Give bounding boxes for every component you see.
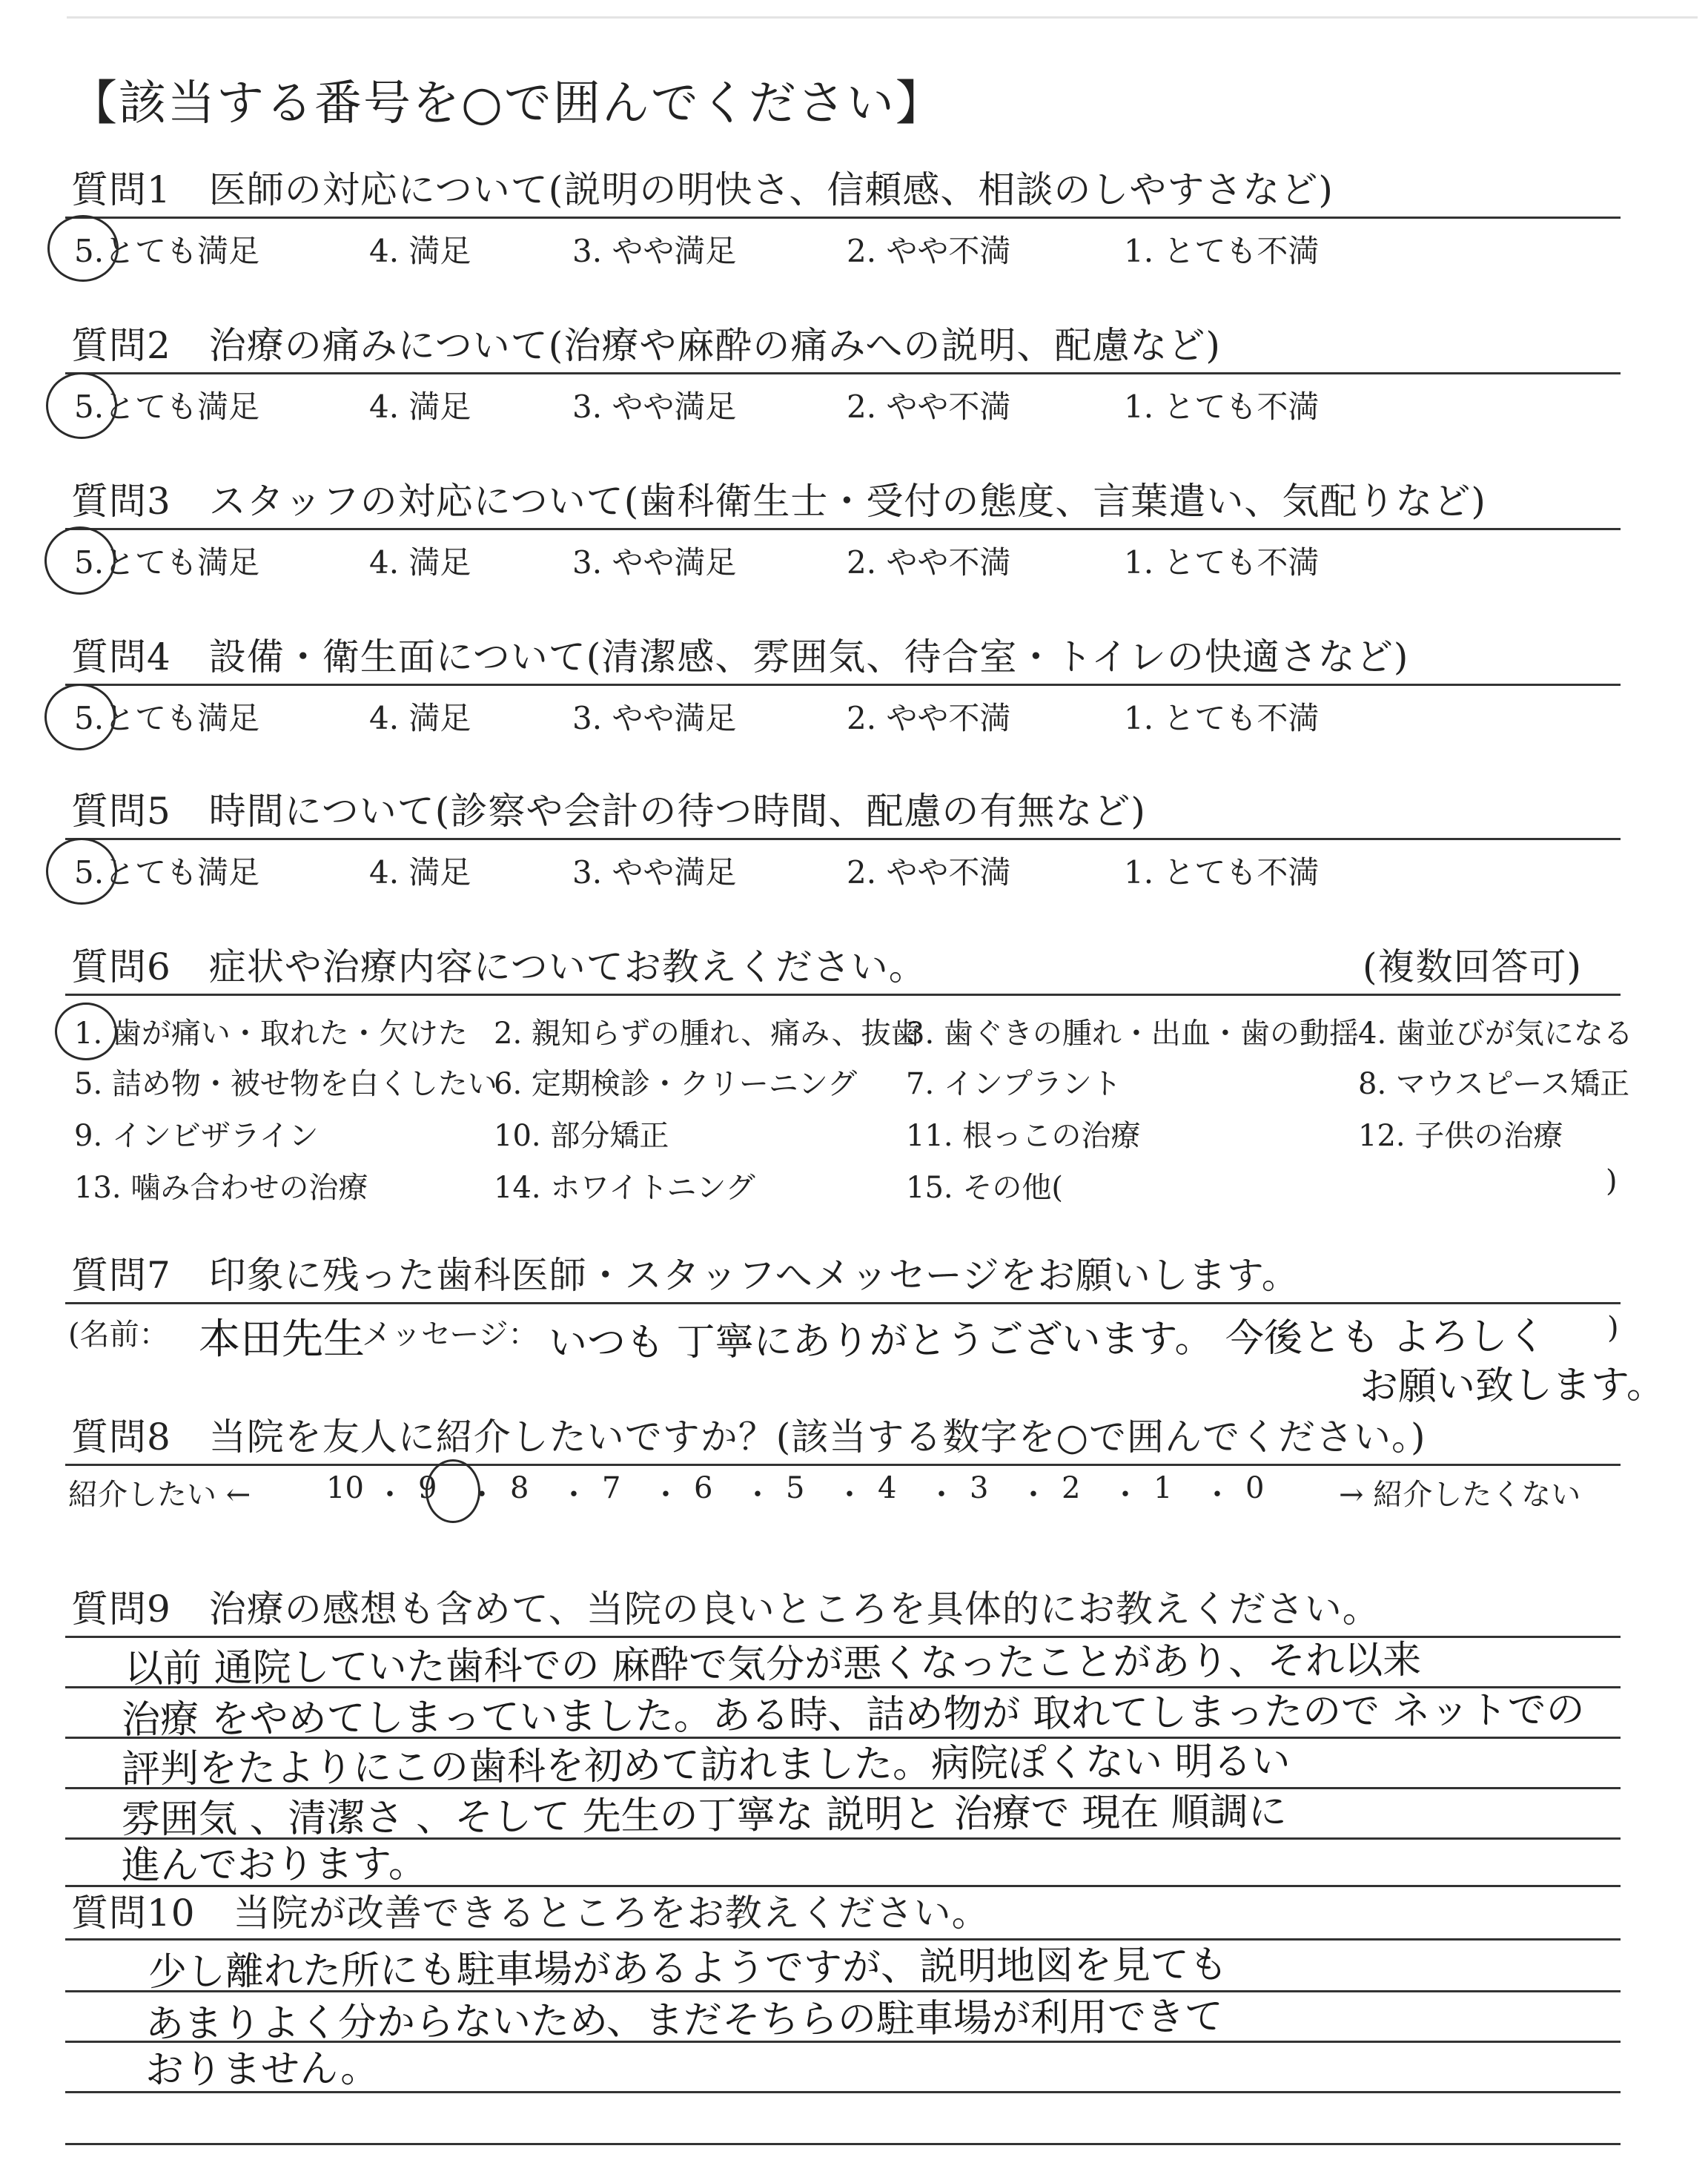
selection-circle xyxy=(426,1459,480,1523)
symptom-option-12[interactable]: 12. 子供の治療 xyxy=(1358,1119,1563,1153)
top-border xyxy=(67,16,1698,19)
scale-separator: ・ xyxy=(651,1478,681,1512)
answer-line: おりません。 xyxy=(145,2046,380,2093)
scale-separator: ・ xyxy=(1019,1478,1048,1512)
option-3[interactable]: 3. やや満足 xyxy=(572,700,737,736)
scale-value-5[interactable]: 5 xyxy=(786,1471,805,1505)
message-line-1[interactable]: いつも 丁寧にありがとうございます。 今後とも よろしく xyxy=(548,1314,1546,1366)
question-2: 質問2 治療の痛みについて(治療や麻酔の痛みへの説明、配慮など) xyxy=(71,324,1221,367)
symptom-option-2[interactable]: 2. 親知らずの腫れ、痛み、抜歯 xyxy=(494,1017,921,1051)
scale-separator: ・ xyxy=(927,1478,956,1512)
option-1[interactable]: 1. とても不満 xyxy=(1124,233,1320,269)
selection-circle xyxy=(46,372,117,439)
symptom-option-13[interactable]: 13. 噛み合わせの治療 xyxy=(74,1171,368,1205)
scale-value-1[interactable]: 1 xyxy=(1153,1471,1173,1505)
option-3[interactable]: 3. やや満足 xyxy=(572,233,737,269)
scale-separator: ・ xyxy=(743,1478,772,1512)
rule-q4 xyxy=(65,684,1621,686)
option-5[interactable]: 5.とても満足 xyxy=(74,700,260,736)
option-4[interactable]: 4. 満足 xyxy=(369,700,471,736)
symptom-option-8[interactable]: 8. マウスピース矯正 xyxy=(1358,1067,1630,1101)
symptom-option-9[interactable]: 9. インビザライン xyxy=(74,1119,319,1153)
message-label: メッセージ： xyxy=(362,1318,538,1352)
option-4[interactable]: 4. 満足 xyxy=(369,854,471,891)
option-2[interactable]: 2. やや不満 xyxy=(847,233,1011,269)
question-6: 質問6 症状や治療内容についてお教えください。 xyxy=(71,945,927,988)
rule-q10-4 xyxy=(65,2143,1621,2145)
question-9: 質問9 治療の感想も含めて、当院の良いところを具体的にお教えください。 xyxy=(71,1588,1380,1631)
selection-circle xyxy=(44,526,116,595)
rule-q2 xyxy=(65,372,1621,374)
question-8: 質問8 当院を友人に紹介したいですか？(該当する数字を○で囲んでください。) xyxy=(71,1416,1426,1459)
scale-value-0[interactable]: 0 xyxy=(1245,1471,1265,1505)
scale-value-10[interactable]: 10 xyxy=(326,1471,364,1505)
option-4[interactable]: 4. 満足 xyxy=(369,389,471,425)
question-1: 質問1 医師の対応について(説明の明快さ、信頼感、相談のしやすさなど) xyxy=(71,168,1334,211)
rule-q7 xyxy=(65,1302,1621,1304)
selection-circle xyxy=(46,838,117,905)
symptom-option-4[interactable]: 4. 歯並びが気になる xyxy=(1358,1017,1633,1051)
question-7: 質問7 印象に残った歯科医師・スタッフへメッセージをお願いします。 xyxy=(71,1254,1300,1297)
option-3[interactable]: 3. やや満足 xyxy=(572,544,737,581)
selection-circle xyxy=(55,1003,117,1060)
option-4[interactable]: 4. 満足 xyxy=(369,544,471,581)
symptom-option-6[interactable]: 6. 定期検診・クリーニング xyxy=(494,1067,858,1101)
message-line-2[interactable]: お願い致します。 xyxy=(1359,1362,1666,1410)
option-3[interactable]: 3. やや満足 xyxy=(572,389,737,425)
multiple-answer-note: (複数回答可) xyxy=(1363,945,1583,988)
message-close-paren: ) xyxy=(1607,1311,1619,1345)
recommend-left-label: 紹介したい ← xyxy=(68,1478,251,1512)
answer-line: 評判をたよりにこの歯科を初めて訪れました。病院ぽくない 明るい xyxy=(121,1739,1291,1792)
option-2[interactable]: 2. やや不満 xyxy=(847,854,1011,891)
recommend-right-label: → 紹介したくない xyxy=(1339,1478,1581,1512)
selection-circle xyxy=(47,215,119,282)
symptom-option-5[interactable]: 5. 詰め物・被せ物を白くしたい xyxy=(74,1067,497,1101)
answer-line: 治療 をやめてしまっていました。ある時、詰め物が 取れてしまったので ネットでの xyxy=(121,1688,1585,1743)
answer-line: 雰囲気 、清潔さ 、そして 先生の丁寧な 説明と 治療で 現在 順調に xyxy=(121,1789,1287,1843)
question-5: 質問5 時間について(診察や会計の待つ時間、配慮の有無など) xyxy=(71,790,1146,833)
symptom-option-3[interactable]: 3. 歯ぐきの腫れ・出血・歯の動揺 xyxy=(906,1017,1359,1051)
rule-q1 xyxy=(65,217,1621,219)
symptom-option-14[interactable]: 14. ホワイトニング xyxy=(494,1171,755,1205)
scale-value-3[interactable]: 3 xyxy=(970,1471,989,1505)
symptom-option-15[interactable]: 15. その他( xyxy=(906,1171,1063,1205)
rule-q3 xyxy=(65,528,1621,530)
scale-separator: ・ xyxy=(1202,1478,1232,1512)
other-close-paren: ) xyxy=(1606,1164,1618,1198)
page-heading: 【該当する番号を○で囲んでください】 xyxy=(70,76,944,131)
name-label: (名前： xyxy=(68,1318,169,1352)
question-3: 質問3 スタッフの対応について(歯科衛生士・受付の態度、言葉遣い、気配りなど) xyxy=(71,480,1486,523)
rule-q8 xyxy=(65,1464,1621,1466)
scale-value-2[interactable]: 2 xyxy=(1062,1471,1081,1505)
rule-q5 xyxy=(65,838,1621,840)
selection-circle xyxy=(44,684,116,750)
option-1[interactable]: 1. とても不満 xyxy=(1124,544,1320,581)
scale-value-7[interactable]: 7 xyxy=(602,1471,621,1505)
scale-value-8[interactable]: 8 xyxy=(510,1471,529,1505)
symptom-option-10[interactable]: 10. 部分矯正 xyxy=(494,1119,669,1153)
answer-line: 以前 通院していた歯科での 麻酔で気分が悪くなったことがあり、それ以来 xyxy=(124,1637,1422,1692)
question-4: 質問4 設備・衛生面について(清潔感、雰囲気、待合室・トイレの快適さなど) xyxy=(71,635,1409,678)
option-1[interactable]: 1. とても不満 xyxy=(1124,700,1320,736)
option-2[interactable]: 2. やや不満 xyxy=(847,700,1011,736)
scale-separator: ・ xyxy=(835,1478,864,1512)
option-2[interactable]: 2. やや不満 xyxy=(847,389,1011,425)
rule-q6 xyxy=(65,994,1621,996)
option-1[interactable]: 1. とても不満 xyxy=(1124,854,1320,891)
scale-value-6[interactable]: 6 xyxy=(694,1471,713,1505)
option-5[interactable]: 5.とても満足 xyxy=(74,389,260,425)
scale-separator: ・ xyxy=(1110,1478,1140,1512)
option-3[interactable]: 3. やや満足 xyxy=(572,854,737,891)
answer-line: 進んでおります。 xyxy=(121,1841,428,1889)
option-5[interactable]: 5.とても満足 xyxy=(74,233,260,269)
scale-value-9[interactable]: 9 xyxy=(418,1471,437,1505)
symptom-option-1[interactable]: 1. 歯が痛い・取れた・欠けた xyxy=(74,1017,468,1051)
answer-line: 少し離れた所にも駐車場があるようですが、説明地図を見ても xyxy=(148,1942,1228,1995)
symptom-option-7[interactable]: 7. インプラント xyxy=(906,1067,1122,1101)
question-10: 質問10 当院が改善できるところをお教えください。 xyxy=(71,1892,990,1935)
answer-line: あまりよく分からないため、まだそちらの駐車場が利用できて xyxy=(145,1994,1224,2047)
scale-separator: ・ xyxy=(375,1478,405,1512)
option-4[interactable]: 4. 満足 xyxy=(369,233,471,269)
scale-separator: ・ xyxy=(559,1478,589,1512)
name-value[interactable]: 本田先生 xyxy=(199,1315,365,1364)
option-5[interactable]: 5.とても満足 xyxy=(74,544,260,581)
scale-value-4[interactable]: 4 xyxy=(878,1471,897,1505)
option-2[interactable]: 2. やや不満 xyxy=(847,544,1011,581)
symptom-option-11[interactable]: 11. 根っこの治療 xyxy=(906,1119,1141,1153)
option-1[interactable]: 1. とても不満 xyxy=(1124,389,1320,425)
option-5[interactable]: 5.とても満足 xyxy=(74,854,260,891)
scale-separator: ・ xyxy=(467,1478,497,1512)
